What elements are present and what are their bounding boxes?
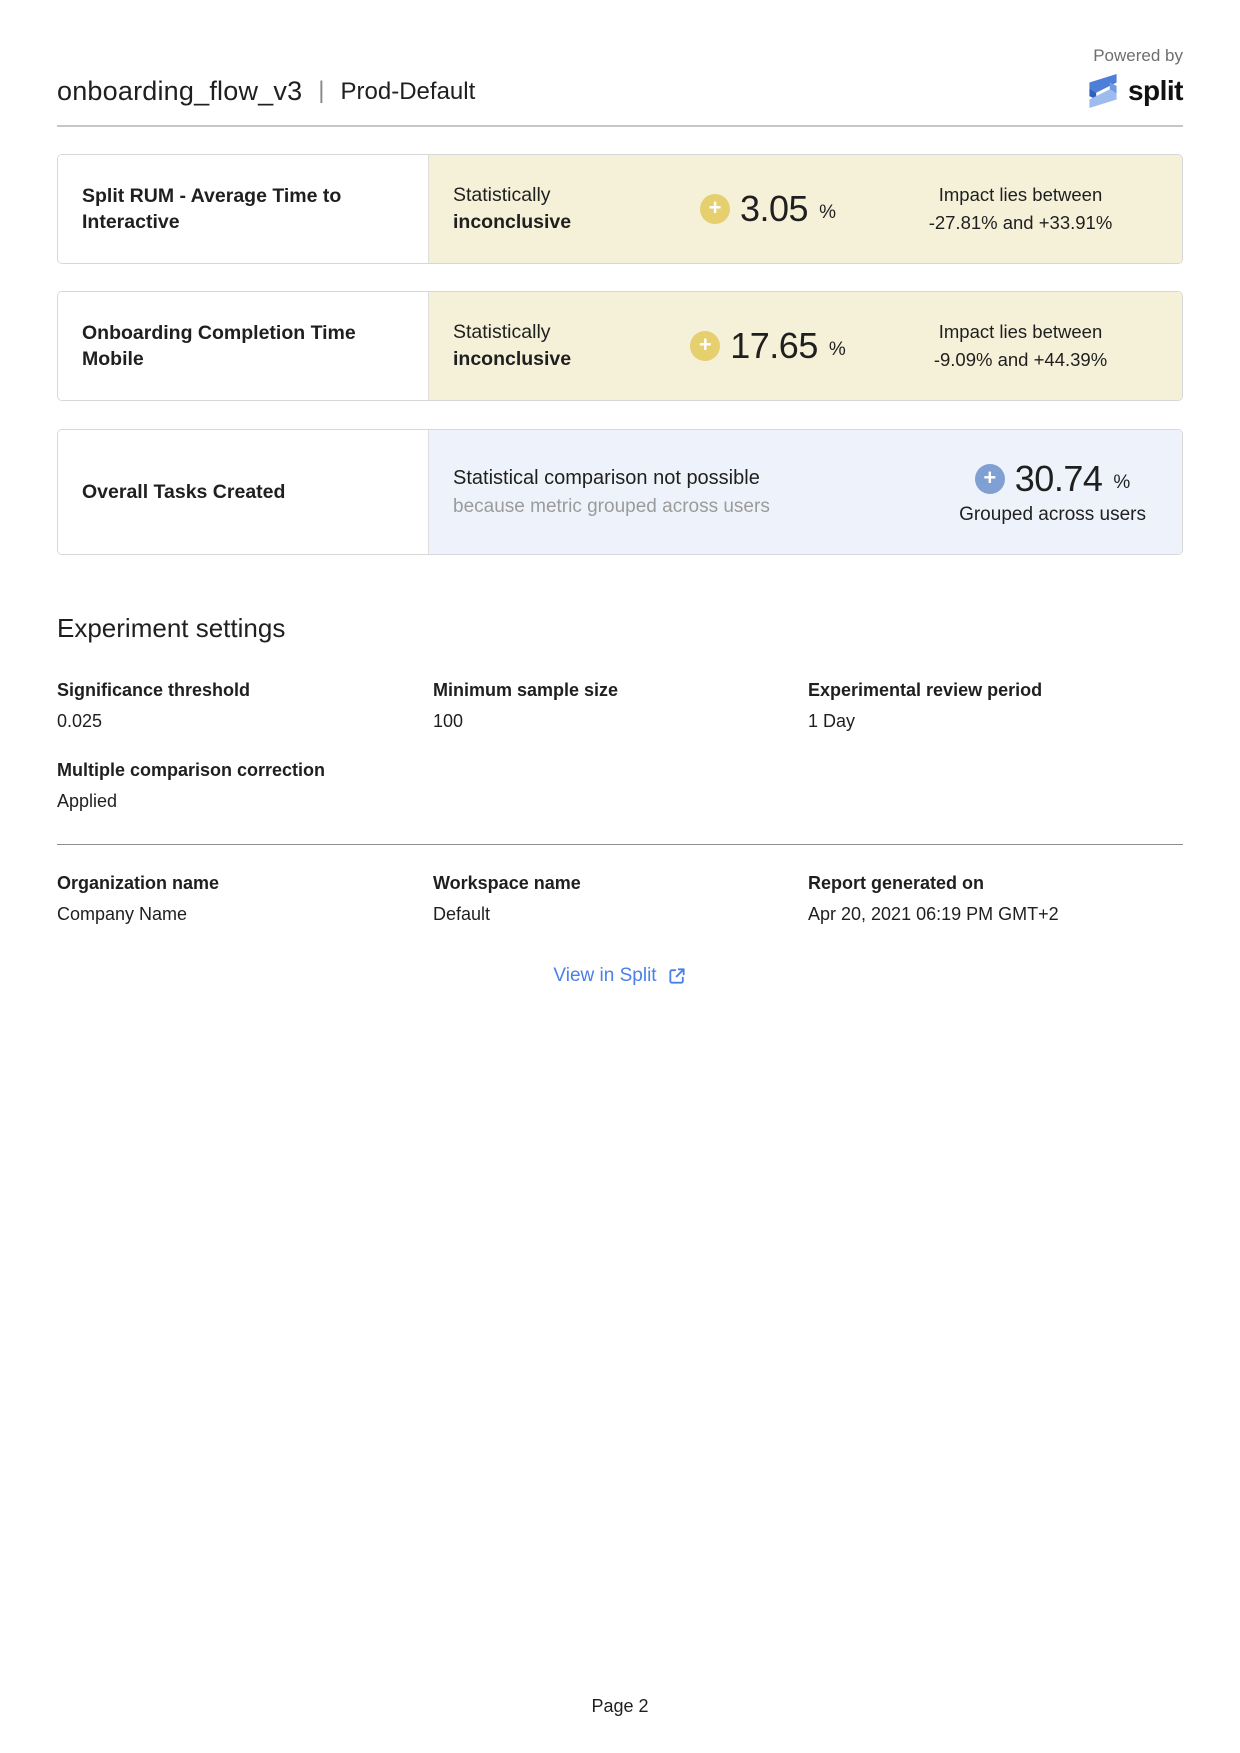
settings-section-title: Experiment settings bbox=[57, 613, 286, 643]
status-line-1: Statistical comparison not possible bbox=[453, 466, 760, 489]
status-line-1: Statistically bbox=[453, 183, 551, 206]
metric-value-group bbox=[959, 458, 1148, 526]
metric-title-cell bbox=[58, 430, 429, 554]
metric-card-onboarding-completion bbox=[57, 291, 1183, 401]
status-line-1: Statistically bbox=[453, 320, 551, 343]
metric-value: 30.74 bbox=[1014, 458, 1103, 499]
settings-field bbox=[808, 680, 1183, 732]
metric-value: 17.65 bbox=[730, 325, 818, 366]
view-link-row bbox=[57, 965, 1183, 987]
environment-name: Prod-Default bbox=[340, 77, 476, 105]
powered-by-label: Powered by bbox=[1093, 46, 1183, 65]
external-link-icon bbox=[667, 966, 687, 986]
settings-field bbox=[57, 680, 433, 732]
meta-field bbox=[433, 873, 808, 925]
field-value: Apr 20, 2021 06:19 PM GMT+2 bbox=[808, 904, 1059, 924]
metric-title-cell bbox=[58, 292, 429, 400]
split-logo-icon bbox=[1086, 73, 1120, 109]
field-value: 0.025 bbox=[57, 711, 103, 731]
metric-value-caption: Grouped across users bbox=[959, 504, 1146, 525]
metric-result-panel bbox=[429, 292, 1182, 400]
split-logo bbox=[1086, 73, 1183, 109]
report-meta-row bbox=[57, 873, 1183, 925]
experiment-title-row bbox=[57, 76, 475, 109]
impact-line-2: -27.81% and +33.91% bbox=[928, 212, 1113, 233]
view-in-split-link[interactable] bbox=[553, 965, 686, 987]
metric-status bbox=[453, 464, 959, 521]
plus-icon: + bbox=[690, 331, 720, 361]
page-number: Page 2 bbox=[591, 1696, 649, 1716]
brand-block bbox=[1086, 46, 1183, 109]
impact-line-1: Impact lies between bbox=[938, 321, 1103, 343]
metric-value-group bbox=[643, 188, 893, 230]
field-label: Significance threshold bbox=[57, 680, 251, 700]
settings-row-1 bbox=[57, 680, 1183, 732]
field-label: Organization name bbox=[57, 873, 220, 893]
status-line-2: inconclusive bbox=[453, 211, 572, 233]
field-value: 1 Day bbox=[808, 711, 856, 731]
settings-row-2 bbox=[57, 760, 1183, 812]
metric-status bbox=[453, 319, 643, 374]
impact-range bbox=[893, 181, 1148, 237]
field-value: Default bbox=[433, 904, 491, 924]
metric-card-split-rum bbox=[57, 154, 1183, 264]
report-header bbox=[57, 0, 1183, 109]
plus-icon: + bbox=[700, 194, 730, 224]
meta-field bbox=[808, 873, 1183, 925]
metric-unit: % bbox=[819, 202, 836, 223]
metric-value-group bbox=[643, 325, 893, 367]
metric-value: 3.05 bbox=[740, 188, 809, 229]
plus-icon: + bbox=[975, 464, 1005, 494]
field-label: Experimental review period bbox=[808, 680, 1043, 700]
metric-unit: % bbox=[1113, 472, 1131, 493]
field-label: Minimum sample size bbox=[433, 680, 619, 700]
metric-result-panel bbox=[429, 155, 1182, 263]
impact-line-1: Impact lies between bbox=[938, 184, 1103, 206]
experiment-name: onboarding_flow_v3 bbox=[57, 76, 303, 106]
metric-value-row bbox=[975, 458, 1131, 500]
status-line-2: because metric grouped across users bbox=[453, 495, 770, 517]
view-in-split-label: View in Split bbox=[553, 965, 657, 986]
meta-field bbox=[57, 873, 433, 925]
settings-divider bbox=[57, 844, 1183, 845]
impact-range bbox=[893, 318, 1148, 374]
settings-field bbox=[433, 680, 808, 732]
metric-name: Onboarding Completion Time Mobile bbox=[82, 321, 356, 370]
metric-title-cell bbox=[58, 155, 429, 263]
field-label: Report generated on bbox=[808, 873, 985, 893]
metric-name: Split RUM - Average Time to Interactive bbox=[82, 184, 342, 233]
field-value: Company Name bbox=[57, 904, 188, 924]
header-divider bbox=[57, 125, 1183, 127]
settings-field bbox=[57, 760, 433, 812]
metric-unit: % bbox=[828, 339, 846, 360]
impact-line-2: -9.09% and +44.39% bbox=[933, 349, 1108, 370]
field-value: 100 bbox=[433, 711, 464, 731]
metric-name: Overall Tasks Created bbox=[82, 480, 286, 503]
field-value: Applied bbox=[57, 791, 118, 811]
metric-card-overall-tasks bbox=[57, 429, 1183, 555]
split-logo-text: split bbox=[1127, 75, 1183, 106]
field-label: Workspace name bbox=[433, 873, 581, 893]
status-line-2: inconclusive bbox=[453, 348, 572, 370]
field-label: Multiple comparison correction bbox=[57, 760, 326, 780]
title-separator: | bbox=[318, 76, 325, 104]
metric-result-panel bbox=[429, 430, 1182, 554]
metric-status bbox=[453, 182, 643, 237]
